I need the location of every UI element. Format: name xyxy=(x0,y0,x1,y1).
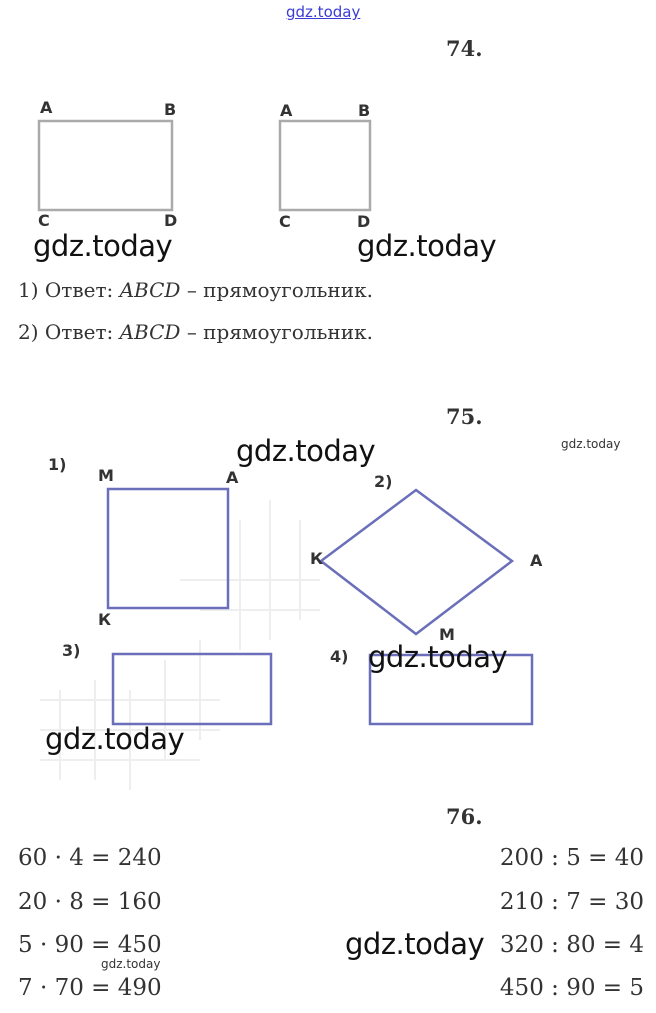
fig1-label-c: C xyxy=(38,211,50,230)
watermark: gdz.today xyxy=(33,229,173,263)
equation-right-4: 450 : 90 = 5 xyxy=(499,975,644,1001)
fig75-2-label: 2) xyxy=(374,472,393,491)
fig75-2-vertex-m: M xyxy=(439,625,455,644)
square-mak xyxy=(108,489,228,608)
fig75-2-vertex-k: К xyxy=(310,549,324,568)
equation-right-2: 210 : 7 = 30 xyxy=(499,889,644,915)
fig1-label-b: B xyxy=(164,100,177,119)
equation-left-2: 20 · 8 = 160 xyxy=(18,889,162,915)
watermark: gdz.today xyxy=(101,957,161,971)
rectangle-3 xyxy=(113,654,271,724)
task-74-number: 74. xyxy=(446,36,483,61)
fig2-label-a: A xyxy=(280,101,293,120)
fig1-label-d: D xyxy=(164,211,178,230)
watermark: gdz.today xyxy=(45,722,185,756)
answer-1: 1) Ответ: ABCD – прямоугольник. xyxy=(18,278,373,302)
task-76-number: 76. xyxy=(446,804,483,829)
equation-right-1: 200 : 5 = 40 xyxy=(499,845,644,871)
watermark: gdz.today xyxy=(236,434,376,468)
rhombus-kma xyxy=(321,490,512,634)
task-75-number: 75. xyxy=(446,404,483,429)
fig75-1-vertex-k: К xyxy=(98,610,112,629)
equation-left-1: 60 · 4 = 240 xyxy=(18,845,162,871)
equation-left-3: 5 · 90 = 450 xyxy=(18,932,162,958)
watermark-top: gdz.today xyxy=(286,3,361,21)
watermark: gdz.today xyxy=(561,437,621,451)
fig75-4-label: 4) xyxy=(330,647,349,666)
fig75-3-label: 3) xyxy=(62,641,81,660)
watermark: gdz.today xyxy=(357,229,497,263)
equation-right-3: 320 : 80 = 4 xyxy=(499,932,644,958)
fig1-label-a: A xyxy=(40,98,53,117)
watermark: gdz.today xyxy=(345,927,485,961)
fig2-label-b: B xyxy=(358,101,371,120)
fig2-label-c: C xyxy=(279,212,291,231)
watermark: gdz.today xyxy=(368,640,508,674)
equation-left-4: 7 · 70 = 490 xyxy=(18,975,162,1001)
fig75-1-vertex-m: M xyxy=(98,466,114,485)
fig75-1-vertex-a: A xyxy=(226,468,239,487)
fig75-1-label: 1) xyxy=(48,455,67,474)
fig2-label-d: D xyxy=(357,212,371,231)
fig75-2-vertex-a: A xyxy=(530,551,543,570)
answer-2: 2) Ответ: ABCD – прямоугольник. xyxy=(18,320,373,344)
